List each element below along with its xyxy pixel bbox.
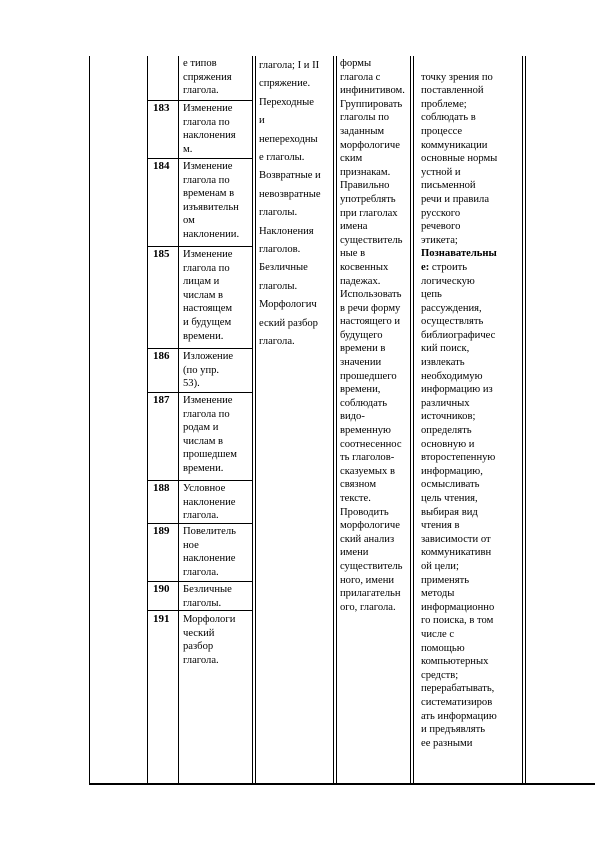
uud-cognitive-text: строить логическую цепь рассуждения, осуществлять библиографичес кий поиск, извлекать необходимую информацию из различных источников; определять основную и второстепенную информацию, осмысливать цель чтения, выбирая вид чтения в зависимости от коммуникативн ой цели; применять методы информационно го поиска, в том числе с помощью компьютерных средств; перерабатывать, систематизиров ать информацию и предъявлять ее разными xyxy=(421,261,497,749)
table-border-bottom xyxy=(89,783,595,785)
table-border-topic xyxy=(178,56,179,784)
table-border-uud-left xyxy=(413,56,414,784)
table-border-skills-right xyxy=(410,56,411,784)
table-border-num xyxy=(147,56,148,784)
uud-column-text xyxy=(421,57,522,750)
topic-cell: Безличные глаголы. xyxy=(183,584,232,609)
lesson-number: 190 xyxy=(153,583,170,595)
table-border-uud-right xyxy=(522,56,523,784)
table-border-last-left xyxy=(525,56,526,784)
lesson-number: 191 xyxy=(153,613,170,625)
topic-cell: Повелитель ное наклонение глагола. xyxy=(183,526,236,578)
content-column-text: глагола; I и II спряжение. Переходные и непереходны е глаголы. Возвратные и невозвратные глаголы. Наклонения глаголов. Безличные глаголы. Морфологич еский разбор глагола. xyxy=(259,60,321,348)
topic-cell: е типов спряжения глагола. xyxy=(183,58,232,97)
lesson-number: 189 xyxy=(153,525,170,537)
topic-cell: Изменение глагола по наклонения м. xyxy=(183,103,236,155)
topic-cell: Изложение (по упр. 53). xyxy=(183,351,234,390)
lesson-number: 186 xyxy=(153,350,170,362)
skills-column-text: формы глагола с инфинитивом. Группировать глаголы по заданным морфологиче ским признакам. Правильно употреблять при глаголах имена существитель ные в косвенных падежах. Использовать в речи форму настоящего и будущего времени в значении прошедшего времени, соблюдать видо- временную соотнесеннос ть глаголов- сказуемых в связном тексте. Проводить морфологиче ский анализ имени существитель ного, имени прилагательн ого, глагола. xyxy=(340,58,405,613)
uud-cognitive-heading: Познавательны е: xyxy=(421,248,497,273)
row-separator xyxy=(147,100,253,101)
lesson-number: 184 xyxy=(153,160,170,172)
topic-cell: Условное наклонение глагола. xyxy=(183,483,236,522)
row-separator xyxy=(147,523,253,524)
topic-cell: Изменение глагола по временам в изъявительн ом наклонении. xyxy=(183,161,240,240)
topic-cell: Изменение глагола по лицам и числам в настоящем и будущем времени. xyxy=(183,249,233,342)
row-separator xyxy=(147,392,253,393)
table-border-skills-left xyxy=(336,56,337,784)
row-separator xyxy=(147,246,253,247)
lesson-number: 185 xyxy=(153,248,170,260)
row-separator xyxy=(147,348,253,349)
row-separator xyxy=(147,158,253,159)
row-separator xyxy=(147,480,253,481)
uud-communicative-text: точку зрения по поставленной проблеме; соблюдать в процессе коммуникации основные нормы устной и письменной речи и правила русского речевого этикета; xyxy=(421,71,498,246)
table-border-left xyxy=(89,56,90,784)
topic-cell: Морфологи ческий разбор глагола. xyxy=(183,614,236,666)
table-border-content-left xyxy=(255,56,256,784)
lesson-number: 187 xyxy=(153,394,170,406)
lesson-number: 188 xyxy=(153,482,170,494)
lesson-number: 183 xyxy=(153,102,170,114)
row-separator xyxy=(147,581,253,582)
table-border-content-right xyxy=(333,56,334,784)
table-border-topic-right xyxy=(252,56,253,784)
topic-cell: Изменение глагола по родам и числам в прошедшем времени. xyxy=(183,395,237,474)
